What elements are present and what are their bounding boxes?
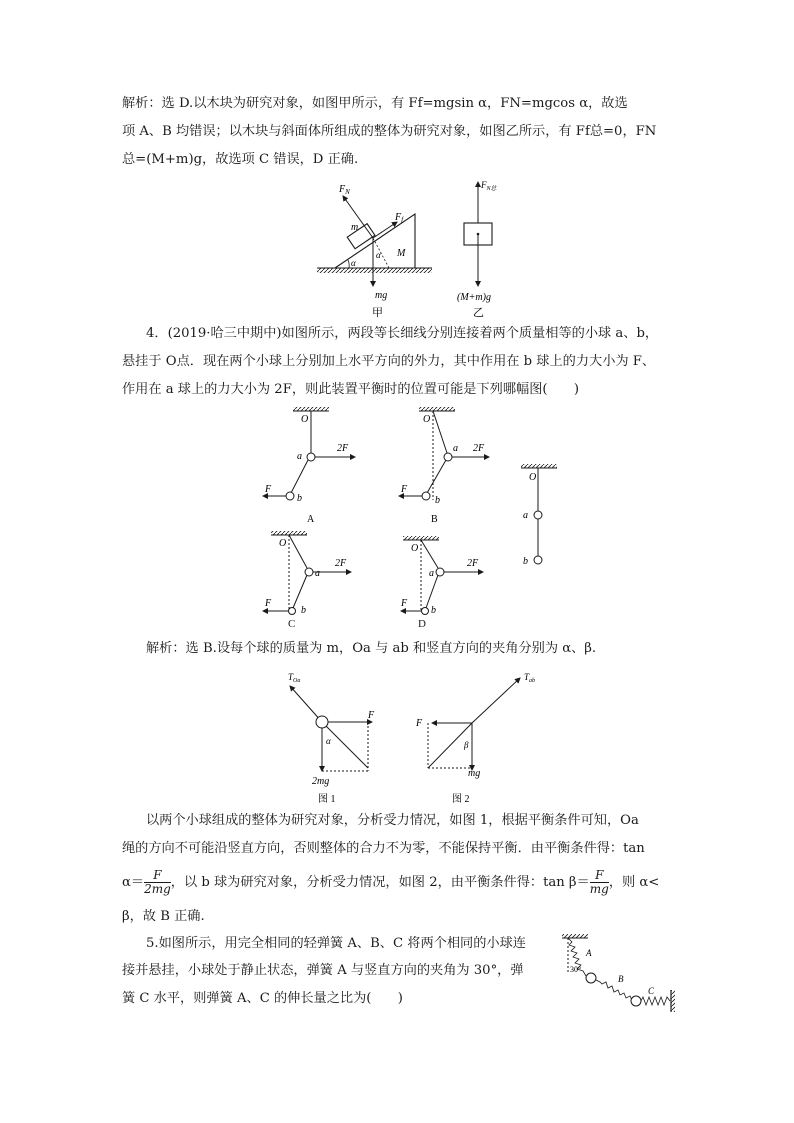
- solution4-para4: β，故 B 正确.: [122, 909, 205, 924]
- svg-text:B: B: [618, 974, 624, 984]
- solution4-line1: 解析：选 B.设每个球的质量为 m，Oa 与 ab 和竖直方向的夹角分别为 α、β.: [146, 641, 597, 656]
- svg-text:A: A: [307, 514, 315, 525]
- svg-text:mg: mg: [468, 768, 481, 779]
- alpha-label-2: α: [376, 250, 381, 260]
- svg-text:b: b: [435, 495, 440, 506]
- q4-line3: 作用在 a 球上的力大小为 2F，则此装置平衡时的位置可能是下列哪幅图( ): [122, 382, 580, 397]
- svg-text:A: A: [586, 948, 592, 958]
- svg-text:图 2: 图 2: [452, 794, 470, 805]
- svg-text:F: F: [401, 598, 408, 609]
- solution4-para3: [122, 868, 682, 898]
- solution4-para3b: ，以 b 球为研究对象，分析受力情况，如图 2，由平衡条件得：tan β＝: [170, 875, 590, 890]
- solution1-line2: 项 A、B 均错误；以木块与斜面体所组成的整体为研究对象，如图乙所示，有 Ff总=0，FN: [122, 124, 657, 139]
- svg-text:2F: 2F: [473, 443, 485, 454]
- spring-c: [641, 997, 670, 1005]
- caption-yi: 乙: [473, 307, 484, 318]
- svg-text:α: α: [326, 736, 331, 746]
- figure-2: [415, 672, 535, 805]
- solution4-para3a: α＝: [122, 875, 145, 890]
- ff-label: $F_f$: [395, 212, 404, 224]
- svg-text:2F: 2F: [335, 558, 347, 569]
- option-d-label: D: [418, 618, 426, 630]
- svg-text:a: a: [429, 568, 434, 579]
- option-c: [263, 531, 351, 615]
- weight-label: (M+m)g: [457, 292, 491, 303]
- force-figures: [280, 668, 560, 808]
- svg-text:F: F: [265, 484, 272, 495]
- q4-options: [255, 405, 585, 615]
- svg-text:F: F: [416, 718, 423, 729]
- svg-text:O: O: [529, 472, 537, 483]
- figure-jia: [315, 178, 445, 318]
- svg-text:图 1: 图 1: [318, 794, 336, 805]
- svg-text:O: O: [301, 414, 309, 425]
- option-d: [400, 536, 483, 615]
- svg-text:F: F: [401, 484, 408, 495]
- svg-text:b: b: [523, 556, 528, 567]
- svg-text:a: a: [523, 510, 528, 521]
- svg-text:O: O: [411, 543, 419, 554]
- solution4-para2: 绳的方向不可能沿竖直方向，否则整体的合力不为零，不能保持平衡．由平衡条件得：tan: [122, 841, 645, 856]
- svg-text:30°: 30°: [570, 965, 582, 974]
- option-b: [399, 407, 489, 525]
- fn-total-label: $F_{N总}$: [481, 180, 497, 192]
- svg-text:F: F: [265, 598, 272, 609]
- svg-text:2mg: 2mg: [312, 776, 330, 787]
- mg-label: mg: [375, 290, 388, 301]
- ff-arrow: [373, 222, 397, 238]
- solution4-para3c: ，则 α<: [608, 875, 660, 890]
- M-label: M: [397, 248, 406, 259]
- svg-text:a: a: [297, 451, 302, 462]
- caption-jia: 甲: [372, 307, 383, 318]
- figure-yi: [445, 178, 525, 318]
- svg-text:O: O: [279, 538, 287, 549]
- solution1-line1: 解析：选 D.以木块为研究对象，如图甲所示，有 Ff=mgsin α，FN=mgcos α，故选: [122, 96, 628, 111]
- svg-text:b: b: [297, 493, 302, 504]
- q5-line2: 接并悬挂，小球处于静止状态，弹簧 A 与竖直方向的夹角为 30°，弹: [122, 963, 524, 978]
- fraction-2: $\frac{F}{mg}$: [589, 868, 609, 896]
- solution1-line3: 总=(M+m)g，故选项 C 错误，D 正确.: [122, 152, 359, 167]
- svg-text:C: C: [648, 986, 655, 996]
- svg-text:B: B: [431, 514, 438, 525]
- spring-b: [596, 980, 632, 1000]
- svg-text:F: F: [368, 710, 375, 721]
- m-label: m: [351, 222, 359, 233]
- svg-text:2F: 2F: [467, 558, 479, 569]
- svg-text:2F: 2F: [337, 443, 349, 454]
- svg-text:b: b: [431, 605, 436, 615]
- solution4-para1: 以两个小球组成的整体为研究对象，分析受力情况，如图 1，根据平衡条件可知，Oa: [146, 813, 639, 828]
- option-c-label: C: [288, 618, 296, 630]
- ground-hatch: [317, 268, 432, 273]
- option-a: [263, 407, 355, 525]
- fn-label: $F_N$: [339, 184, 350, 196]
- svg-text:TOa: $T_{Oa}$: [288, 672, 301, 684]
- svg-text:a: a: [453, 443, 458, 454]
- fraction-1: $\frac{F}{2mg}$: [144, 868, 171, 896]
- svg-text:β: β: [464, 740, 469, 750]
- q5-line1: 5.如图所示，用完全相同的轻弹簧 A、B、C 将两个相同的小球连: [146, 936, 526, 951]
- svg-text:a: a: [315, 568, 320, 579]
- option-pendulum: [521, 464, 557, 567]
- svg-text:b: b: [301, 605, 306, 615]
- q4-line1: 4．(2019·哈三中期中)如图所示，两段等长细线分别连接着两个质量相等的小球 a、b，: [146, 326, 659, 341]
- figure-springs: [560, 930, 680, 1020]
- figure-1: [288, 672, 375, 805]
- alpha-label-1: α: [351, 258, 356, 268]
- svg-text:Tab: $T_{ab}$: [524, 672, 536, 684]
- q5-line3: 簧 C 水平，则弹簧 A、C 的伸长量之比为( ): [122, 991, 403, 1006]
- svg-text:O: O: [423, 414, 431, 425]
- q4-line2: 悬挂于 O点．现在两个小球上分别加上水平方向的外力，其中作用在 b 球上的力大小为 F、: [122, 354, 656, 369]
